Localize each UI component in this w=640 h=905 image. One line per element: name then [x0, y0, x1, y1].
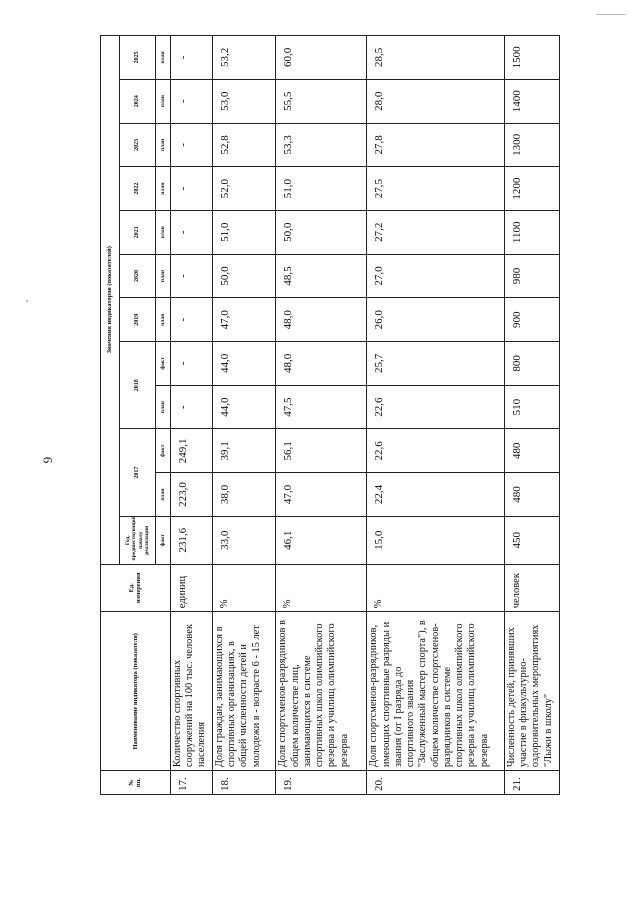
subheader-plan: план	[156, 36, 171, 80]
subheader-plan: план	[156, 79, 171, 123]
row-number: 18.	[212, 771, 275, 795]
unit-cell: единиц	[170, 564, 212, 612]
value-2023: -	[170, 123, 212, 167]
value-2018-plan: 44,0	[212, 385, 275, 429]
value-2021: 1100	[504, 210, 559, 254]
table-row	[212, 36, 275, 795]
subheader-fact: факт	[156, 342, 171, 386]
row-number: 19.	[276, 771, 367, 795]
value-2017-plan: 480	[504, 473, 559, 517]
subheader-plan: план	[156, 385, 171, 429]
value-2018-plan: 47,5	[276, 385, 367, 429]
page-number: 6	[40, 456, 56, 464]
value-2020: 50,0	[212, 254, 275, 298]
value-2019: 47,0	[212, 298, 275, 342]
value-2023: 27,8	[367, 123, 505, 167]
row-number: 17.	[170, 771, 212, 795]
value-2017-fact: 22,6	[367, 429, 505, 473]
value-2025: 53,2	[212, 36, 275, 80]
unit-cell: %	[276, 564, 367, 612]
table-row	[504, 36, 559, 795]
header-2024: 2024	[120, 79, 156, 123]
header-2019: 2019	[120, 298, 156, 342]
header-2020: 2020	[120, 254, 156, 298]
indicator-name: Численность детей, принявших участие в физкультурно-оздоровительных мероприятиях "Лыжи в школу"	[504, 612, 559, 771]
value-2023: 1300	[504, 123, 559, 167]
subheader-fact: факт	[156, 516, 171, 564]
value-2024: 28,0	[367, 79, 505, 123]
header-base-year: Год, предшествующий началу реализации	[120, 516, 156, 564]
value-2024: -	[170, 79, 212, 123]
unit-cell: %	[212, 564, 275, 612]
value-2018-plan: 510	[504, 385, 559, 429]
value-2023: 53,3	[276, 123, 367, 167]
value-2020: 27,0	[367, 254, 505, 298]
subheader-fact: факт	[156, 429, 171, 473]
indicator-name: Доля спортсменов-разрядников, имеющих спортивные разряды и звания (от I разряда до спортивного звания "Заслуженный мастер спорта"), в общем количестве спортсменов-разрядников в системе спортивных школ олимпийского резерва и училищ олимпийского резерва	[367, 612, 505, 771]
indicators-table	[100, 35, 560, 795]
value-2018-plan: 22,6	[367, 385, 505, 429]
value-2018-fact: -	[170, 342, 212, 386]
value-2017-plan: 22,4	[367, 473, 505, 517]
header-2018: 2018	[120, 342, 156, 429]
indicator-name: Количество спортивных сооружений на 100 тыс. человек населения	[170, 612, 212, 771]
value-2024: 1400	[504, 79, 559, 123]
value-2019: 26,0	[367, 298, 505, 342]
value-2017-fact: 39,1	[212, 429, 275, 473]
unit-cell: человек	[504, 564, 559, 612]
header-2025: 2025	[120, 36, 156, 80]
value-2022: 27,5	[367, 167, 505, 211]
subheader-plan: план	[156, 167, 171, 211]
scan-speck	[26, 300, 28, 302]
value-2017-fact: 56,1	[276, 429, 367, 473]
header-2022: 2022	[120, 167, 156, 211]
indicator-name: Доля спортсменов-разрядников в общем количестве лиц, занимающихся в системе спортивных школ олимпийского резерва и училищ олимпийского резерва	[276, 612, 367, 771]
value-2018-fact: 25,7	[367, 342, 505, 386]
base-year-value: 46,1	[276, 516, 367, 564]
value-2021: 27,2	[367, 210, 505, 254]
base-year-value: 15,0	[367, 516, 505, 564]
header-2017: 2017	[120, 429, 156, 516]
value-2019: 900	[504, 298, 559, 342]
value-2018-plan: -	[170, 385, 212, 429]
table-row	[276, 36, 367, 795]
value-2017-plan: 38,0	[212, 473, 275, 517]
header-no: № пп.	[101, 771, 171, 795]
unit-cell: %	[367, 564, 505, 612]
value-2024: 53,0	[212, 79, 275, 123]
header-unit: Ед. измерения	[101, 564, 171, 612]
rotated-table-container	[100, 35, 560, 795]
value-2025: -	[170, 36, 212, 80]
value-2022: 51,0	[276, 167, 367, 211]
base-year-value: 231,6	[170, 516, 212, 564]
table-row	[170, 36, 212, 795]
subheader-plan: план	[156, 210, 171, 254]
value-2020: -	[170, 254, 212, 298]
value-2025: 1500	[504, 36, 559, 80]
header-row-1	[101, 36, 120, 795]
row-number: 20.	[367, 771, 505, 795]
row-number: 21.	[504, 771, 559, 795]
value-2022: 1200	[504, 167, 559, 211]
value-2017-fact: 249,1	[170, 429, 212, 473]
value-2018-fact: 48,0	[276, 342, 367, 386]
value-2019: -	[170, 298, 212, 342]
value-2021: -	[170, 210, 212, 254]
subheader-plan: план	[156, 254, 171, 298]
scan-speck	[596, 14, 626, 15]
table-row	[367, 36, 505, 795]
value-2024: 55,5	[276, 79, 367, 123]
value-2021: 50,0	[276, 210, 367, 254]
base-year-value: 450	[504, 516, 559, 564]
header-2023: 2023	[120, 123, 156, 167]
value-2019: 48,0	[276, 298, 367, 342]
value-2020: 980	[504, 254, 559, 298]
header-values-group: Значения индикаторов (показателей)	[101, 36, 120, 565]
subheader-plan: план	[156, 298, 171, 342]
base-year-value: 33,0	[212, 516, 275, 564]
value-2021: 51,0	[212, 210, 275, 254]
header-name: Наименование индикатора (показателя)	[101, 612, 171, 771]
value-2017-plan: 47,0	[276, 473, 367, 517]
value-2017-fact: 480	[504, 429, 559, 473]
indicator-name: Доля граждан, занимающихся в спортивных организациях, в общей численности детей и молодежи в - возрасте 6 - 15 лет	[212, 612, 275, 771]
subheader-plan: план	[156, 123, 171, 167]
value-2022: 52,0	[212, 167, 275, 211]
value-2025: 60,0	[276, 36, 367, 80]
value-2017-plan: 223,0	[170, 473, 212, 517]
subheader-plan: план	[156, 473, 171, 517]
value-2018-fact: 44,0	[212, 342, 275, 386]
value-2025: 28,5	[367, 36, 505, 80]
value-2023: 52,8	[212, 123, 275, 167]
value-2018-fact: 800	[504, 342, 559, 386]
value-2022: -	[170, 167, 212, 211]
header-2021: 2021	[120, 210, 156, 254]
value-2020: 48,5	[276, 254, 367, 298]
